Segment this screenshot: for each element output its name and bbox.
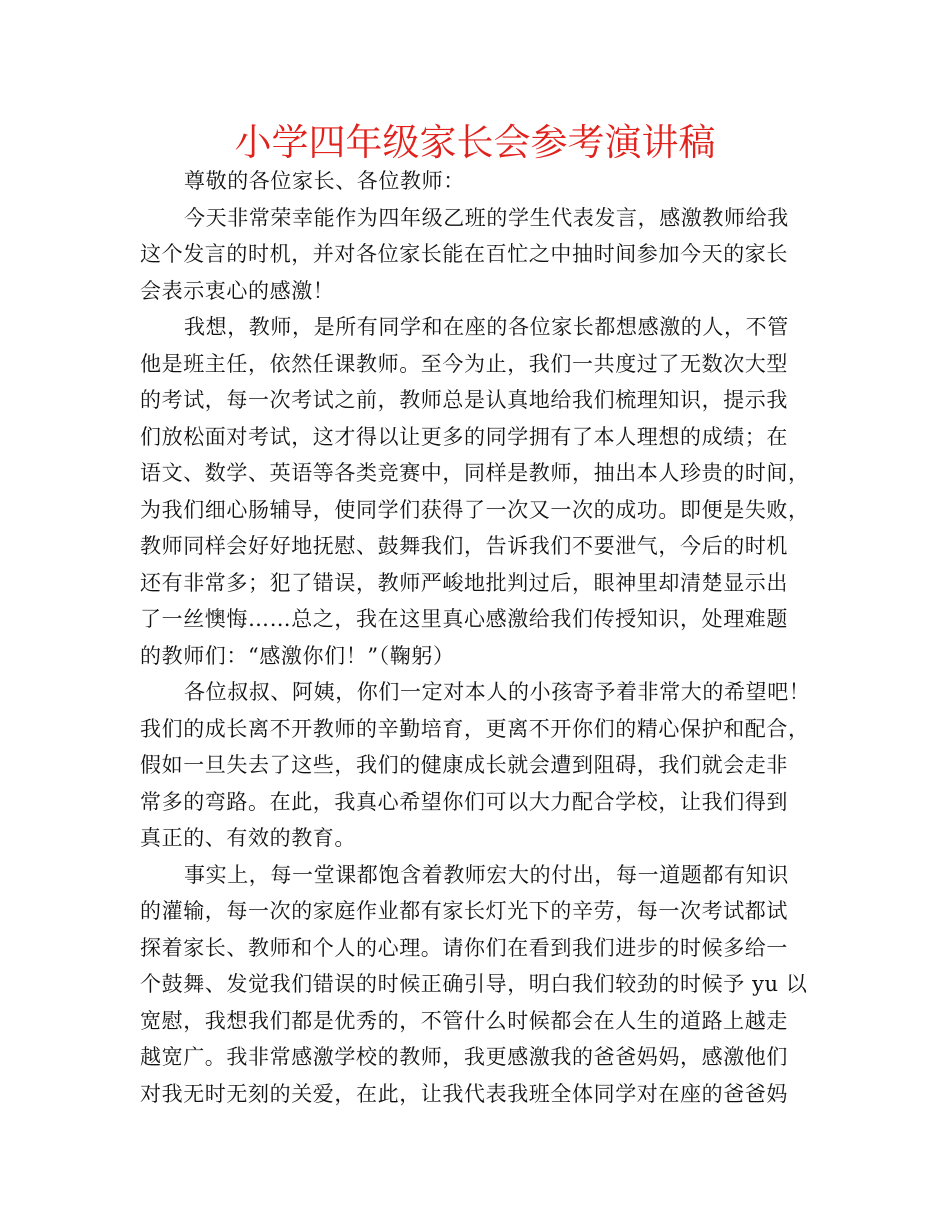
text-line: 越宽广。我非常感激学校的教师，我更感激我的爸爸妈妈，感激他们 (140, 1045, 788, 1069)
text-line: 探着家长、教师和个人的心理。请你们在看到我们进步的时候多给一 (140, 935, 788, 960)
text-line: 真正的、有效的教育。 (140, 826, 356, 850)
text-line: 们放松面对考试，这才得以让更多的同学拥有了本人理想的成绩；在 (140, 424, 788, 449)
text-line: 个鼓舞、发觉我们错误的时候正确引导，明白我们较劲的时候予 yu 以 (140, 972, 808, 996)
text-line: 了一丝懊悔……总之，我在这里真心感激给我们传授知识，处理难题 (140, 607, 788, 631)
text-line: 语文、数学、英语等各类竞赛中，同样是教师，抽出本人珍贵的时间， (140, 461, 810, 485)
text-line: 尊敬的各位家长、各位教师： (184, 169, 465, 193)
text-line: 我们的成长离不开教师的辛勤培育，更离不开你们的精心保护和配合， (140, 716, 810, 741)
text-line: 事实上，每一堂课都饱含着教师宏大的付出，每一道题都有知识 (184, 862, 789, 887)
text-line: 教师同样会好好地抚慰、鼓舞我们，告诉我们不要泄气，今后的时机 (140, 534, 788, 558)
text-line: 宽慰，我想我们都是优秀的，不管什么时候都会在人生的道路上越走 (140, 1008, 788, 1033)
text-line: 假如一旦失去了这些，我们的健康成长就会遭到阻碍，我们就会走非 (140, 753, 788, 777)
text-line: 常多的弯路。在此，我真心希望你们可以大力配合学校，让我们得到 (140, 789, 788, 814)
text-line: 还有非常多；犯了错误，教师严峻地批判过后，眼神里却清楚显示出 (140, 570, 788, 595)
text-line: 他是班主任，依然任课教师。至今为止，我们一共度过了无数次大型 (140, 351, 788, 376)
text-line: 的教师们：“感激你们！”（鞠躬） (140, 643, 455, 668)
document-body (140, 163, 820, 1112)
text-line: 各位叔叔、阿姨，你们一定对本人的小孩寄予着非常大的希望吧！ (184, 680, 811, 704)
text-line: 会表示衷心的感激！ (140, 278, 335, 303)
text-line: 对我无时无刻的关爱，在此，让我代表我班全体同学对在座的爸爸妈 (140, 1081, 788, 1106)
text-line: 的灌输，每一次的家庭作业都有家长灯光下的辛劳，每一次考试都试 (140, 899, 788, 923)
text-line: 我想，教师，是所有同学和在座的各位家长都想感激的人，不管 (184, 315, 789, 339)
text-line: 的考试，每一次考试之前，教师总是认真地给我们梳理知识，提示我 (140, 388, 788, 412)
document-title: 小学四年级家长会参考演讲稿 (234, 121, 716, 164)
text-line: 今天非常荣幸能作为四年级乙班的学生代表发言，感激教师给我 (184, 205, 789, 230)
text-line: 为我们细心肠辅导，使同学们获得了一次又一次的成功。即便是失败， (140, 497, 810, 522)
text-line: 这个发言的时机，并对各位家长能在百忙之中抽时间参加今天的家长 (140, 242, 788, 266)
